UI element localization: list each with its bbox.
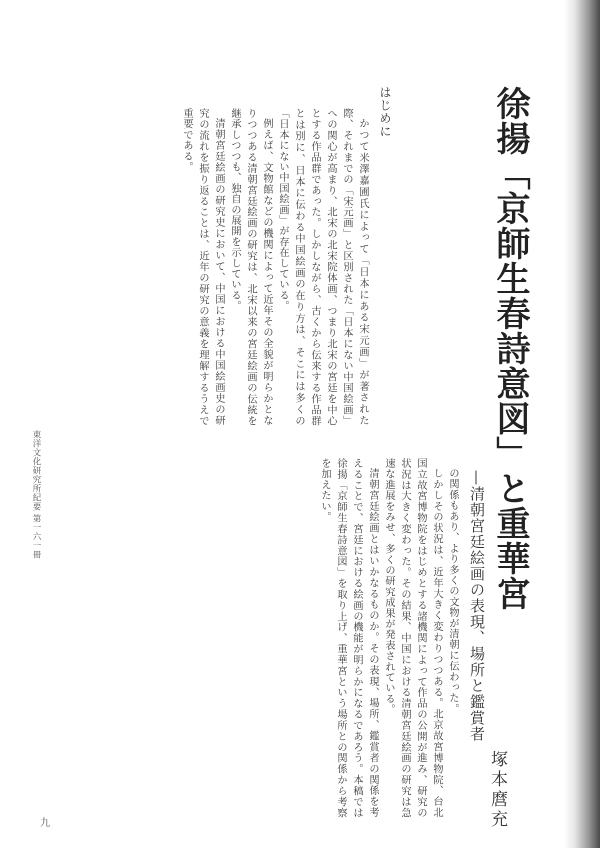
- paragraph: 清朝宮廷絵画とはいかなるものか。その表現、場所、鑑賞者の関係を考えることで、宮廷における絵画の機能が明らかになるであろう。本稿では徐揚「京師生春詩意図」を取り上げ、重華宮という場所との関係から考察を加えたい。: [319, 458, 378, 818]
- page-number: 九: [40, 818, 50, 829]
- article-title: 徐揚「京師生春詩意図」と重華宮: [490, 86, 530, 611]
- paragraph: 例えば、文物館などの機関によって近年その全貌が明らかとなりつつある清朝宮廷絵画の研究は、北宋以来の宮廷絵画の伝統を継承しつつも、独自の展開を示している。: [229, 108, 272, 426]
- paragraph: かつて米澤嘉圃氏によって「日本にある宋元画」が著された際、それまでの「宋元画」と区別された「日本にない中国絵画」への関心が高まり、北宋の北宋院体画、つまり北宋の宮廷を中心とする作品群であった。しかしながら、古くから伝来する作品群とは別に、日本に伝わる中国絵画の在り方は、そこには多くの「日本にない中国絵画」が存在している。: [277, 108, 368, 426]
- paragraph: しかしその状況は、近年大きく変わりつつある。北京故宮博物院、台北国立故宮博物院をはじめとする諸機関によって作品の公開が進み、研究の状況は大きく変わった。その結果、中国における清朝宮廷絵画の研究は急速な進展をみせ、多くの研究成果が発表されている。: [383, 458, 442, 818]
- paragraph: 清朝宮廷絵画の研究史において、中国における中国絵画史の研究の流れを振り返ることは、近年の研究の意義を理解するうえで重要である。: [181, 108, 224, 426]
- running-footnote: 東洋文化研究所紀要 第一六一冊: [31, 430, 41, 560]
- body-text-upper: [170, 108, 370, 426]
- article-author: 塚本麿充: [487, 750, 507, 830]
- binding-shadow: [564, 0, 600, 848]
- paragraph: の関係もあり、より多くの文物が清朝に伝わった。: [447, 468, 458, 715]
- article-subtitle: —清朝宮廷絵画の表現、場所と鑑賞者: [468, 470, 486, 742]
- body-text-lower: [180, 458, 460, 818]
- section-heading: はじめに: [378, 86, 392, 138]
